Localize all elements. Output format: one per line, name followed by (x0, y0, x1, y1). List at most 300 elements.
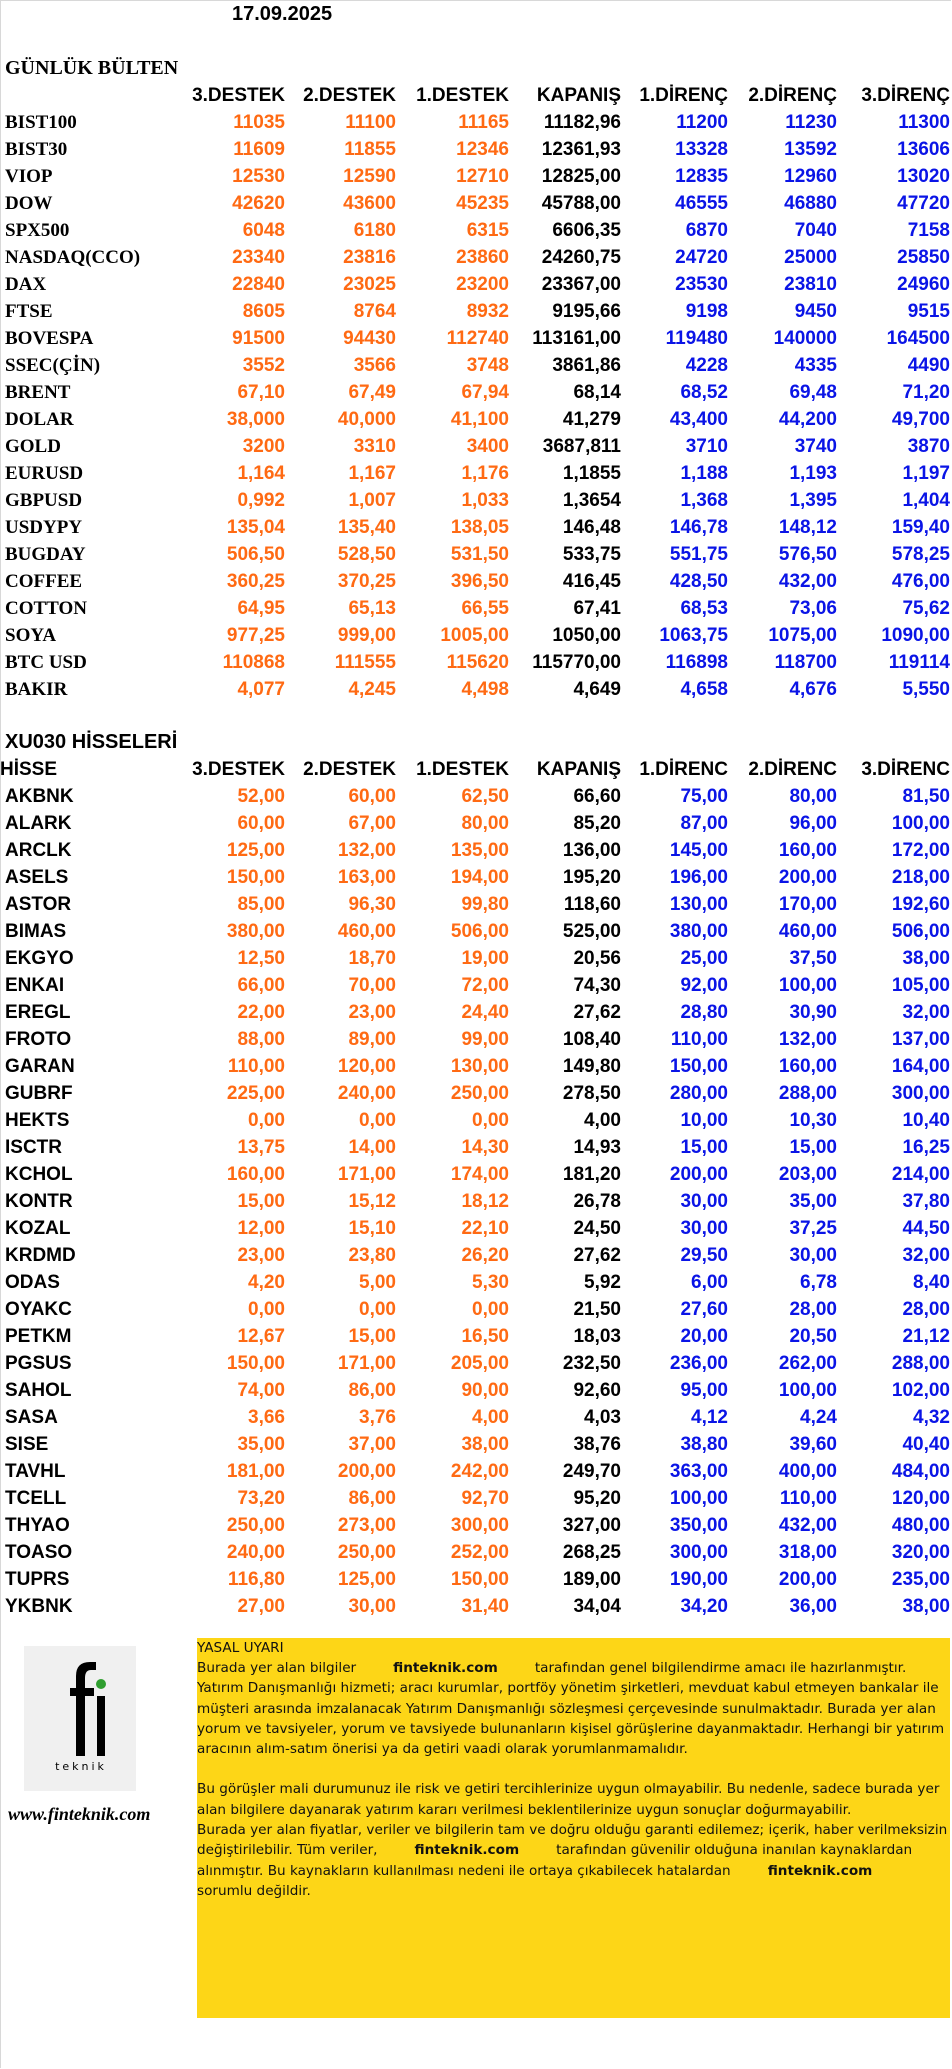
table-row (0, 945, 952, 972)
support-1-cell: 4,00 (472, 1407, 509, 1428)
table-row (0, 406, 952, 433)
row-name: BUGDAY (5, 544, 86, 565)
resistance-3-cell: 75,62 (902, 598, 950, 619)
svg-text:teknik: teknik (55, 1760, 107, 1773)
table-header-row (0, 756, 952, 783)
resistance-1-cell: 363,00 (669, 1461, 728, 1482)
resistance-2-cell: 1,193 (789, 463, 837, 484)
resistance-3-cell: 164500 (886, 328, 950, 349)
row-name: PETKM (5, 1326, 72, 1347)
resistance-3-cell: 120,00 (891, 1488, 950, 1509)
close-cell: 1,1855 (562, 463, 621, 484)
resistance-1-cell: 116898 (665, 652, 728, 673)
resistance-3-cell: 192,60 (891, 894, 950, 915)
resistance-1-cell: 38,80 (680, 1434, 728, 1455)
support-1-cell: 67,94 (461, 382, 509, 403)
table-row (0, 649, 952, 676)
support-3-cell: 250,00 (226, 1515, 285, 1536)
resistance-2-cell: 262,00 (778, 1353, 837, 1374)
support-1-cell: 92,70 (461, 1488, 509, 1509)
resistance-3-cell: 476,00 (891, 571, 950, 592)
header-cell: 2.DİRENC (748, 759, 837, 780)
support-3-cell: 0,992 (237, 490, 285, 511)
support-3-cell: 360,25 (226, 571, 285, 592)
row-name: DOW (5, 193, 53, 214)
support-1-cell: 41,100 (450, 409, 509, 430)
close-cell: 118,60 (563, 894, 621, 915)
support-2-cell: 120,00 (337, 1056, 396, 1077)
row-name: AKBNK (5, 786, 74, 807)
row-name: PGSUS (5, 1353, 72, 1374)
table-row (0, 918, 952, 945)
support-2-cell: 37,00 (348, 1434, 396, 1455)
resistance-1-cell: 46555 (675, 193, 728, 214)
row-name: SOYA (5, 625, 57, 646)
resistance-2-cell: 10,30 (789, 1110, 837, 1131)
resistance-1-cell: 30,00 (680, 1191, 728, 1212)
resistance-2-cell: 100,00 (778, 975, 837, 996)
resistance-3-cell: 47720 (897, 193, 950, 214)
support-2-cell: 1,007 (348, 490, 396, 511)
support-1-cell: 138,05 (450, 517, 509, 538)
support-2-cell: 171,00 (337, 1353, 396, 1374)
table-row (0, 514, 952, 541)
support-2-cell: 125,00 (337, 1569, 396, 1590)
resistance-1-cell: 68,52 (680, 382, 728, 403)
support-2-cell: 23,00 (348, 1002, 396, 1023)
table-row (0, 568, 952, 595)
table-row (0, 1107, 952, 1134)
legal-text: tarafından güvenilir olduğuna inanılan kaynaklardan alınmıştır. Bu kaynakların kullanılması nedeni ile ortaya çıkabilecek hatalardan (197, 1842, 913, 1879)
support-3-cell: 91500 (232, 328, 285, 349)
resistance-2-cell: 170,00 (778, 894, 837, 915)
resistance-1-cell: 95,00 (680, 1380, 728, 1401)
table-row (0, 1188, 952, 1215)
row-name: VIOP (5, 166, 53, 187)
support-3-cell: 27,00 (237, 1596, 285, 1617)
resistance-3-cell: 9515 (907, 301, 950, 322)
resistance-1-cell: 145,00 (669, 840, 728, 861)
support-3-cell: 12,67 (237, 1326, 285, 1347)
table-row (0, 891, 952, 918)
table-row (0, 864, 952, 891)
row-name: FTSE (5, 301, 53, 322)
support-3-cell: 150,00 (226, 1353, 285, 1374)
support-1-cell: 14,30 (461, 1137, 509, 1158)
row-name: SASA (5, 1407, 58, 1428)
support-1-cell: 66,55 (461, 598, 509, 619)
resistance-1-cell: 11200 (676, 112, 728, 133)
row-name: EREGL (5, 1002, 71, 1023)
table-row (0, 1215, 952, 1242)
row-name: GUBRF (5, 1083, 73, 1104)
row-name: SSEC(ÇİN) (5, 355, 101, 376)
table-row (0, 999, 952, 1026)
table-row (0, 244, 952, 271)
row-name: BRENT (5, 382, 71, 403)
row-name: ASELS (5, 867, 69, 888)
close-cell: 1,3654 (562, 490, 621, 511)
support-3-cell: 60,00 (237, 813, 285, 834)
support-3-cell: 23,00 (237, 1245, 285, 1266)
row-name: BAKIR (5, 679, 68, 700)
row-name: KRDMD (5, 1245, 76, 1266)
resistance-2-cell: 132,00 (778, 1029, 837, 1050)
header-cell: 2.DESTEK (303, 85, 396, 106)
support-1-cell: 4,498 (461, 679, 509, 700)
row-name: BIST30 (5, 139, 68, 160)
resistance-3-cell: 81,50 (902, 786, 950, 807)
close-cell: 1050,00 (552, 625, 621, 646)
support-1-cell: 18,12 (461, 1191, 509, 1212)
resistance-1-cell: 150,00 (669, 1056, 728, 1077)
table-row (0, 1026, 952, 1053)
support-2-cell: 43600 (343, 193, 396, 214)
support-1-cell: 5,30 (472, 1272, 509, 1293)
table-row (0, 1539, 952, 1566)
row-name: SPX500 (5, 220, 70, 241)
close-cell: 149,80 (562, 1056, 621, 1077)
legal-paragraph-1 (197, 1658, 949, 1759)
resistance-3-cell: 119114 (888, 652, 950, 673)
resistance-1-cell: 30,00 (680, 1218, 728, 1239)
resistance-3-cell: 1090,00 (881, 625, 950, 646)
support-3-cell: 4,077 (237, 679, 285, 700)
resistance-1-cell: 146,78 (669, 517, 728, 538)
support-1-cell: 26,20 (461, 1245, 509, 1266)
resistance-1-cell: 236,00 (669, 1353, 728, 1374)
resistance-1-cell: 87,00 (680, 813, 728, 834)
resistance-2-cell: 148,12 (778, 517, 837, 538)
support-2-cell: 15,00 (348, 1326, 396, 1347)
support-3-cell: 22840 (232, 274, 285, 295)
support-3-cell: 85,00 (237, 894, 285, 915)
support-1-cell: 12346 (456, 139, 509, 160)
close-cell: 189,00 (562, 1569, 621, 1590)
row-name: EURUSD (5, 463, 84, 484)
resistance-3-cell: 24960 (897, 274, 950, 295)
support-2-cell: 1,167 (348, 463, 396, 484)
resistance-2-cell: 100,00 (778, 1380, 837, 1401)
row-name: KCHOL (5, 1164, 73, 1185)
header-cell: 2.DESTEK (303, 759, 396, 780)
table-row (0, 1080, 952, 1107)
header-cell: KAPANIŞ (536, 85, 621, 106)
header-cell: 2.DİRENÇ (748, 85, 837, 106)
close-cell: 85,20 (573, 813, 621, 834)
support-1-cell: 12710 (456, 166, 509, 187)
table-row (0, 1458, 952, 1485)
table-row (0, 837, 952, 864)
support-3-cell: 181,00 (226, 1461, 285, 1482)
support-3-cell: 3,66 (248, 1407, 285, 1428)
row-name: ALARK (5, 813, 72, 834)
support-3-cell: 11035 (233, 112, 285, 133)
support-1-cell: 174,00 (450, 1164, 509, 1185)
resistance-1-cell: 350,00 (669, 1515, 728, 1536)
support-1-cell: 300,00 (450, 1515, 509, 1536)
legal-text: Burada yer alan bilgiler (197, 1660, 357, 1676)
close-cell: 115770,00 (532, 652, 621, 673)
close-cell: 4,649 (573, 679, 621, 700)
table-row (0, 1161, 952, 1188)
resistance-1-cell: 110,00 (670, 1029, 728, 1050)
resistance-1-cell: 300,00 (669, 1542, 728, 1563)
resistance-3-cell: 49,700 (891, 409, 950, 430)
resistance-2-cell: 39,60 (789, 1434, 837, 1455)
resistance-2-cell: 432,00 (778, 571, 837, 592)
close-cell: 3687,811 (542, 436, 621, 457)
support-3-cell: 110868 (222, 652, 285, 673)
resistance-3-cell: 172,00 (891, 840, 950, 861)
row-name: TCELL (5, 1488, 67, 1509)
resistance-2-cell: 140000 (773, 328, 837, 349)
resistance-3-cell: 13606 (897, 139, 950, 160)
resistance-2-cell: 11230 (785, 112, 837, 133)
support-2-cell: 11100 (345, 112, 396, 133)
close-cell: 26,78 (573, 1191, 621, 1212)
resistance-1-cell: 24720 (675, 247, 728, 268)
resistance-2-cell: 288,00 (778, 1083, 837, 1104)
resistance-2-cell: 576,50 (778, 544, 837, 565)
resistance-1-cell: 4,12 (691, 1407, 728, 1428)
support-2-cell: 132,00 (337, 840, 396, 861)
resistance-2-cell: 36,00 (789, 1596, 837, 1617)
close-cell: 108,40 (562, 1029, 621, 1050)
support-3-cell: 240,00 (226, 1542, 285, 1563)
resistance-3-cell: 71,20 (902, 382, 950, 403)
table-row (0, 541, 952, 568)
brand-name: finteknik.com (414, 1842, 520, 1859)
legal-text: hazırlanmıştır. Yatırım Danışmanlığı hizmeti; aracı kurumlar, portföy yönetim şirketleri, mevduat kabul etmeyen bankalar ile müşteri arasında imzalanacak Yatırım Danışmanlığı sözleşmesi çerçevesinde sunulmaktadır. Burada yer alan yorum ve tavsiyeler, yorum ve tavsiyede bulunanların kişisel görüşlerine dayanmaktadır. Herhangi bir yatırım aracının alım-satım önerisi ya da getiri vaadi olarak yorumlanmamalıdır. (197, 1660, 945, 1758)
close-cell: 327,00 (562, 1515, 621, 1536)
close-cell: 113161,00 (532, 328, 621, 349)
table-row (0, 163, 952, 190)
close-cell: 66,60 (573, 786, 621, 807)
row-name: EKGYO (5, 948, 74, 969)
row-name: KOZAL (5, 1218, 71, 1239)
support-2-cell: 460,00 (337, 921, 396, 942)
row-name: DAX (5, 274, 47, 295)
support-3-cell: 11609 (233, 139, 285, 160)
support-3-cell: 160,00 (226, 1164, 285, 1185)
support-2-cell: 67,49 (348, 382, 396, 403)
close-cell: 67,41 (573, 598, 621, 619)
close-cell: 20,56 (573, 948, 621, 969)
table-row (0, 271, 952, 298)
row-name: TUPRS (5, 1569, 70, 1590)
close-cell: 24260,75 (541, 247, 621, 268)
resistance-1-cell: 9198 (685, 301, 728, 322)
support-1-cell: 1,176 (461, 463, 509, 484)
table-row (0, 1053, 952, 1080)
resistance-3-cell: 37,80 (902, 1191, 950, 1212)
close-cell: 14,93 (573, 1137, 621, 1158)
row-name: TOASO (5, 1542, 73, 1563)
resistance-3-cell: 506,00 (891, 921, 950, 942)
support-1-cell: 80,00 (461, 813, 509, 834)
support-3-cell: 150,00 (226, 867, 285, 888)
resistance-3-cell: 28,00 (902, 1299, 950, 1320)
table-row (0, 1404, 952, 1431)
row-name: ODAS (5, 1272, 60, 1293)
close-cell: 27,62 (573, 1245, 621, 1266)
resistance-3-cell: 218,00 (891, 867, 950, 888)
close-cell: 24,50 (573, 1218, 621, 1239)
table-row (0, 1431, 952, 1458)
support-2-cell: 3566 (353, 355, 396, 376)
support-3-cell: 6048 (242, 220, 285, 241)
support-3-cell: 125,00 (226, 840, 285, 861)
support-1-cell: 24,40 (461, 1002, 509, 1023)
resistance-3-cell: 3870 (907, 436, 950, 457)
row-name: ARCLK (5, 840, 72, 861)
resistance-3-cell: 235,00 (891, 1569, 950, 1590)
resistance-1-cell: 1063,75 (659, 625, 728, 646)
support-3-cell: 23340 (232, 247, 285, 268)
daily-bulletin-table (0, 82, 952, 703)
close-cell: 232,50 (562, 1353, 621, 1374)
support-3-cell: 13,75 (237, 1137, 285, 1158)
header-cell: 3.DİRENC (861, 759, 950, 780)
resistance-3-cell: 137,00 (891, 1029, 950, 1050)
support-1-cell: 135,00 (450, 840, 509, 861)
resistance-3-cell: 100,00 (891, 813, 950, 834)
resistance-1-cell: 119480 (665, 328, 728, 349)
resistance-2-cell: 15,00 (789, 1137, 837, 1158)
support-2-cell: 250,00 (337, 1542, 396, 1563)
support-1-cell: 3400 (466, 436, 509, 457)
support-2-cell: 67,00 (348, 813, 396, 834)
close-cell: 4,03 (584, 1407, 621, 1428)
support-2-cell: 40,000 (337, 409, 396, 430)
resistance-1-cell: 68,53 (680, 598, 728, 619)
close-cell: 92,60 (573, 1380, 621, 1401)
resistance-2-cell: 160,00 (778, 840, 837, 861)
support-1-cell: 72,00 (461, 975, 509, 996)
close-cell: 3861,86 (552, 355, 621, 376)
resistance-2-cell: 69,48 (789, 382, 837, 403)
resistance-3-cell: 4490 (907, 355, 950, 376)
row-name: DOLAR (5, 409, 74, 430)
table-row (0, 487, 952, 514)
header-cell: HİSSE (0, 759, 58, 780)
legal-text: sorumlu değildir. (197, 1882, 311, 1899)
resistance-2-cell: 73,06 (789, 598, 837, 619)
header-cell-name (0, 82, 180, 109)
support-1-cell: 90,00 (461, 1380, 509, 1401)
close-cell: 195,20 (562, 867, 621, 888)
row-name: GARAN (5, 1056, 75, 1077)
support-2-cell: 65,13 (348, 598, 396, 619)
support-3-cell: 506,50 (226, 544, 285, 565)
support-3-cell: 52,00 (237, 786, 285, 807)
resistance-3-cell: 13020 (897, 166, 950, 187)
resistance-1-cell: 1,368 (680, 490, 728, 511)
resistance-3-cell: 25850 (897, 247, 950, 268)
resistance-1-cell: 100,00 (669, 1488, 728, 1509)
close-cell: 181,20 (562, 1164, 621, 1185)
support-3-cell: 12530 (232, 166, 285, 187)
support-1-cell: 99,80 (461, 894, 509, 915)
resistance-2-cell: 37,25 (789, 1218, 837, 1239)
resistance-3-cell: 16,25 (902, 1137, 950, 1158)
resistance-2-cell: 13592 (784, 139, 837, 160)
table-row (0, 1593, 952, 1620)
resistance-2-cell: 160,00 (778, 1056, 837, 1077)
table-row (0, 1485, 952, 1512)
support-1-cell: 242,00 (450, 1461, 509, 1482)
support-1-cell: 11165 (458, 112, 509, 133)
support-2-cell: 94430 (343, 328, 396, 349)
support-1-cell: 62,50 (461, 786, 509, 807)
row-name: SAHOL (5, 1380, 72, 1401)
resistance-3-cell: 1,197 (902, 463, 950, 484)
resistance-3-cell: 8,40 (913, 1272, 950, 1293)
support-2-cell: 14,00 (348, 1137, 396, 1158)
support-3-cell: 380,00 (226, 921, 285, 942)
brand-name: finteknik.com (767, 1862, 873, 1879)
resistance-1-cell: 6,00 (691, 1272, 728, 1293)
close-cell: 12825,00 (541, 166, 621, 187)
row-name: COTTON (5, 598, 88, 619)
resistance-2-cell: 200,00 (778, 867, 837, 888)
table-row (0, 622, 952, 649)
support-3-cell: 64,95 (237, 598, 285, 619)
website-link[interactable]: www.finteknik.com (8, 1804, 151, 1824)
row-name: FROTO (5, 1029, 72, 1050)
support-2-cell: 135,40 (337, 517, 396, 538)
support-1-cell: 23200 (456, 274, 509, 295)
support-1-cell: 130,00 (450, 1056, 509, 1077)
support-3-cell: 116,80 (227, 1569, 285, 1590)
table-row (0, 810, 952, 837)
support-3-cell: 3200 (242, 436, 285, 457)
close-cell: 68,14 (573, 382, 621, 403)
table-row (0, 433, 952, 460)
resistance-3-cell: 214,00 (891, 1164, 950, 1185)
resistance-1-cell: 4,658 (680, 679, 728, 700)
resistance-2-cell: 12960 (784, 166, 837, 187)
resistance-2-cell: 80,00 (789, 786, 837, 807)
resistance-2-cell: 200,00 (778, 1569, 837, 1590)
resistance-2-cell: 1075,00 (768, 625, 837, 646)
resistance-3-cell: 105,00 (891, 975, 950, 996)
resistance-1-cell: 3710 (685, 436, 728, 457)
support-1-cell: 194,00 (450, 867, 509, 888)
resistance-3-cell: 10,40 (902, 1110, 950, 1131)
resistance-1-cell: 4228 (685, 355, 728, 376)
resistance-1-cell: 15,00 (680, 1137, 728, 1158)
close-cell: 12361,93 (541, 139, 621, 160)
support-1-cell: 6315 (466, 220, 509, 241)
resistance-2-cell: 110,00 (779, 1488, 837, 1509)
support-2-cell: 0,00 (359, 1110, 396, 1131)
support-1-cell: 45235 (456, 193, 509, 214)
resistance-2-cell: 7040 (794, 220, 837, 241)
support-2-cell: 23816 (343, 247, 396, 268)
close-cell: 23367,00 (541, 274, 621, 295)
resistance-2-cell: 118700 (774, 652, 837, 673)
header-cell: 3.DESTEK (192, 85, 285, 106)
support-1-cell: 1005,00 (440, 625, 509, 646)
close-cell: 27,62 (573, 1002, 621, 1023)
support-3-cell: 42620 (232, 193, 285, 214)
support-2-cell: 8764 (353, 301, 396, 322)
resistance-1-cell: 190,00 (669, 1569, 728, 1590)
row-name: OYAKC (5, 1299, 72, 1320)
support-2-cell: 4,245 (348, 679, 396, 700)
